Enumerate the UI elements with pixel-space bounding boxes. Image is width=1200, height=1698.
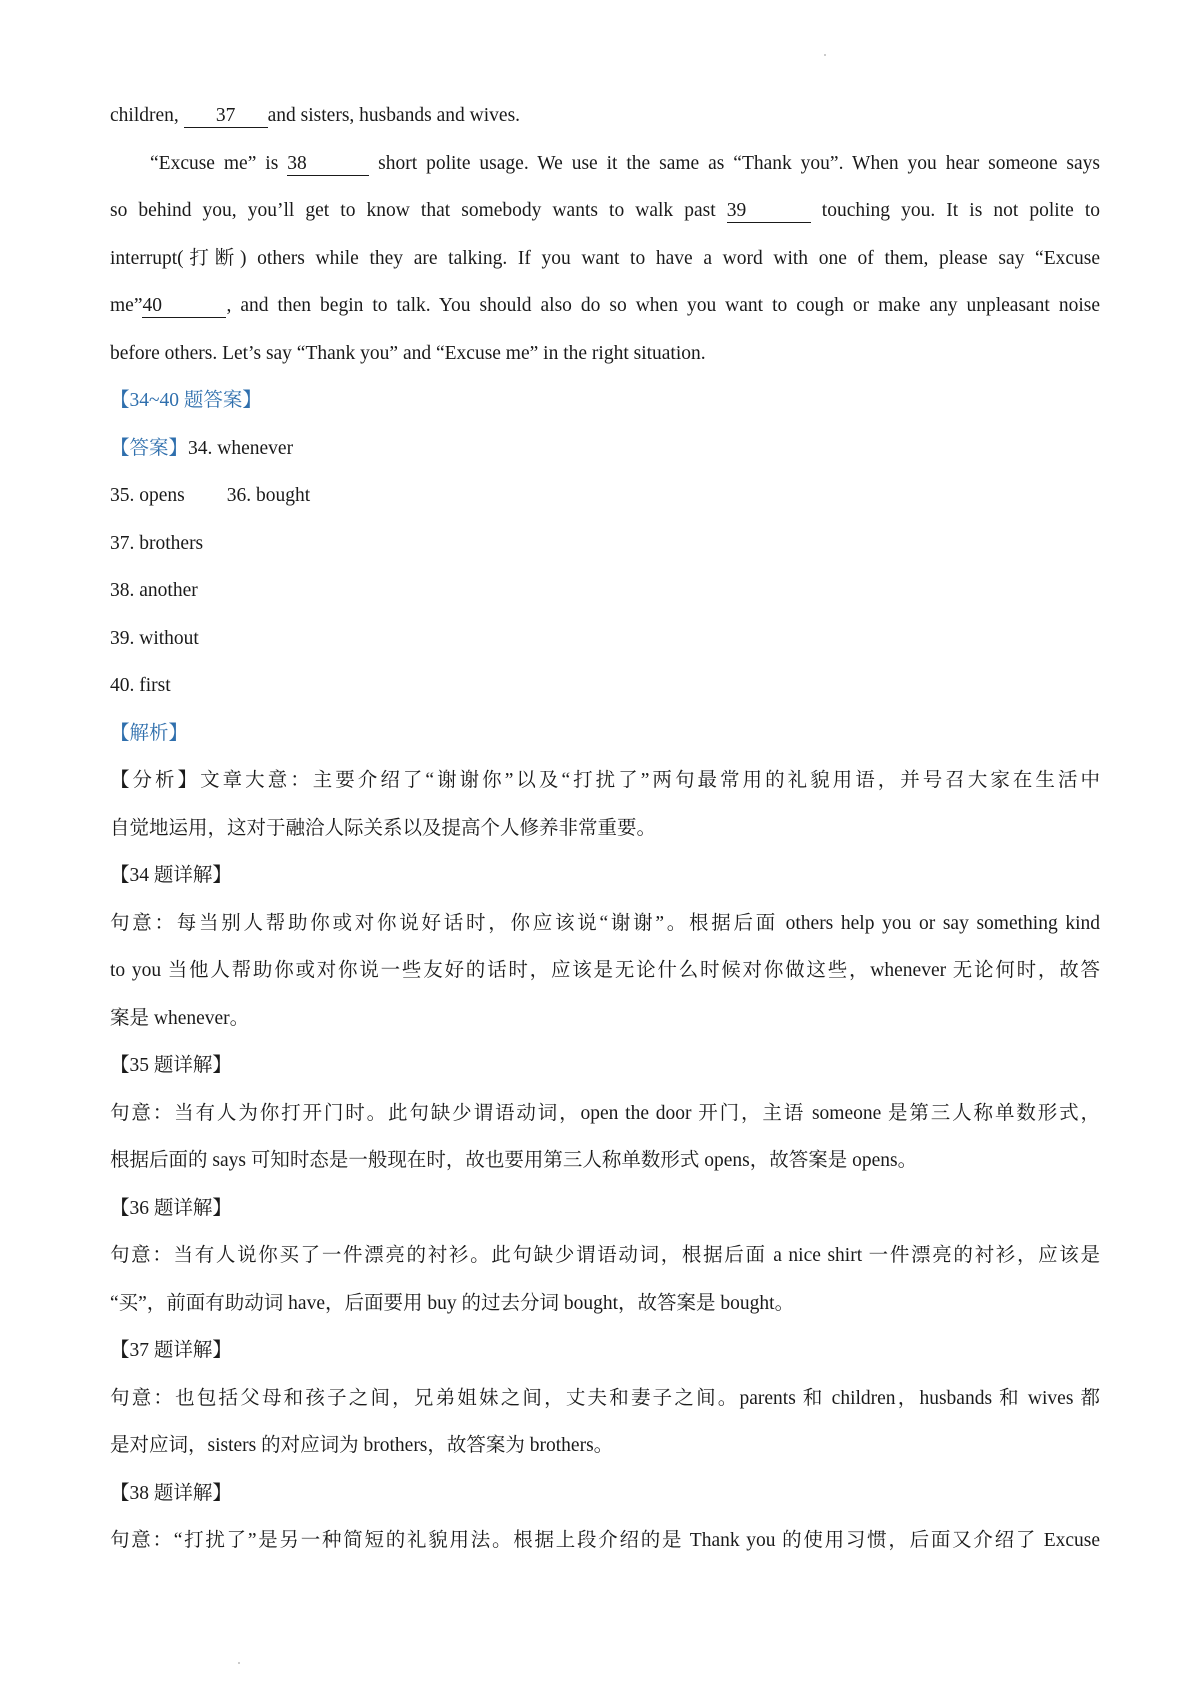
answer-40: 40. first <box>110 675 171 696</box>
detail-heading-38: 【38 题详解】 <box>110 1482 232 1504</box>
answer-35-36 <box>110 472 1100 520</box>
passage-line: “Excuse me” is 38 short polite usage. We use it the same as “Thank you”. When you hear someone says <box>150 152 1100 174</box>
detail-heading-36: 【36 题详解】 <box>110 1197 232 1219</box>
detail-text-36: “买”，前面有助动词 have，后面要用 buy 的过去分词 bought，故答案是 bought。 <box>110 1292 795 1314</box>
detail-text-37: 是对应词，sisters 的对应词为 brothers，故答案为 brothers。 <box>110 1435 614 1456</box>
scan-speck <box>824 54 826 56</box>
blank-37: 37 <box>184 105 268 128</box>
detail-text-35: 根据后面的 says 可知时态是一般现在时，故也要用第三人称单数形式 opens，故答案是 opens。 <box>110 1150 918 1171</box>
detail-heading-35: 【35 题详解】 <box>110 1055 232 1076</box>
detail-text-37: 句意：也包括父母和孩子之间，兄弟姐妹之间，丈夫和妻子之间。parents 和 children，husbands 和 wives 都 <box>110 1387 1100 1409</box>
passage-line: interrupt(打断) others while they are talking. If you want to have a word with one of them, please say “Excuse <box>110 247 1100 269</box>
blank-39: 39 <box>727 200 811 223</box>
detail-text-34: 案是 whenever。 <box>110 1007 250 1029</box>
analysis-summary: 【分析】文章大意：主要介绍了“谢谢你”以及“打扰了”两句最常用的礼貌用语，并号召大家在生活中 <box>110 770 1100 791</box>
detail-text-34: to you 当他人帮助你或对你说一些友好的话时，应该是无论什么时候对你做这些，whenever 无论何时，故答 <box>110 960 1100 981</box>
passage-line: before others. Let’s say “Thank you” and “Excuse me” in the right situation. <box>110 342 706 364</box>
answer-37: 37. brothers <box>110 532 204 554</box>
blank-40: 40 <box>142 295 226 318</box>
detail-text-38: 句意：“打扰了”是另一种简短的礼貌用法。根据上段介绍的是 Thank you 的使用习惯，后面又介绍了 Excuse <box>110 1530 1100 1551</box>
blank-38: 38 <box>287 153 369 176</box>
detail-heading-34: 【34 题详解】 <box>110 865 232 886</box>
answer-38: 38. another <box>110 580 198 601</box>
detail-text-34: 句意：每当别人帮助你或对你说好话时，你应该说“谢谢”。根据后面 others help you or say something kind <box>110 912 1100 934</box>
answer-36: 36. bought <box>226 485 311 506</box>
answer-label: 【答案】 <box>110 437 189 459</box>
analysis-summary: 自觉地运用，这对于融洽人际关系以及提高个人修养非常重要。 <box>110 817 657 839</box>
answer-35: 35. opens <box>110 485 185 506</box>
scan-speck <box>238 1662 240 1664</box>
detail-text-35: 句意：当有人为你打开门时。此句缺少谓语动词，open the door 开门，主语 someone 是第三人称单数形式， <box>110 1102 1100 1124</box>
analysis-heading: 【解析】 <box>110 722 189 744</box>
detail-heading-37: 【37 题详解】 <box>110 1340 232 1361</box>
detail-text-36: 句意：当有人说你买了一件漂亮的衬衫。此句缺少谓语动词，根据后面 a nice shirt 一件漂亮的衬衫，应该是 <box>110 1245 1100 1266</box>
answers-heading: 【34~40 题答案】 <box>110 390 262 411</box>
passage-line: children, 37 and sisters, husbands and wives. <box>110 105 521 126</box>
document-page <box>110 92 1100 1565</box>
passage-line: me”40 , and then begin to talk. You should also do so when you want to cough or make any unpleasant noise <box>110 295 1100 316</box>
answer-34: 【答案】34. whenever <box>110 437 294 459</box>
answer-39: 39. without <box>110 627 199 649</box>
passage-line: so behind you, you’ll get to know that somebody wants to walk past 39 touching you. It is not polite to <box>110 200 1100 221</box>
